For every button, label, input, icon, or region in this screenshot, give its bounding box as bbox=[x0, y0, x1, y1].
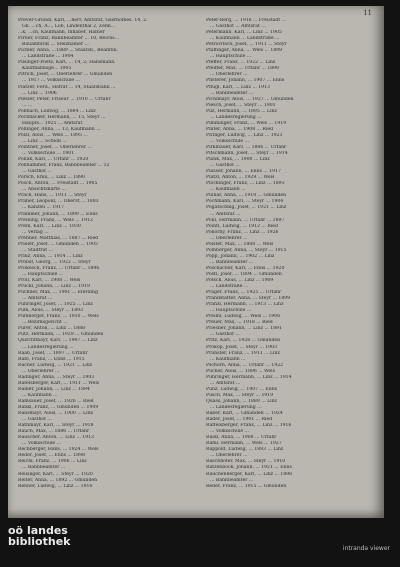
entry-line: Piesch, Josef, ... Steyr ... 1901 bbox=[206, 102, 276, 108]
entry-line: Raml, Hermann, ... Wels ... 1927 bbox=[206, 441, 282, 447]
entry-line: Pointl, Ludwig, ... 1912 ... Ried bbox=[206, 223, 278, 229]
book-page bbox=[8, 6, 384, 518]
entry-line: Ransmayr, Alois, ... 1900 ... Linz bbox=[18, 411, 93, 417]
entry-line: ... Stadtrat ... bbox=[22, 247, 53, 253]
entry-line: ... Oberlehrer ... bbox=[210, 453, 248, 459]
entry-line: Probst, Georg, ... 1922 ... Steyr bbox=[18, 259, 91, 265]
entry-line: Gk. ...ch, A..., Lob, Lindenthal 2, Zehn... bbox=[22, 24, 116, 30]
entry-line: Poschacher, Karl, ... Enns ... 1920 bbox=[206, 265, 285, 271]
entry-line: Piringer, Ludwig, ... Linz ... 1923 bbox=[206, 132, 283, 138]
entry-line: Plasser, Johann, ... Enns ... 1917 bbox=[206, 169, 281, 175]
entry-line: Pilsinger-Poetz, Karl, ... 14, 2; Hansmann. bbox=[18, 60, 116, 66]
entry-line: Renner, Ludwig, ... Linz ... 1916 bbox=[18, 483, 93, 489]
entry-line: ... Hauptschule ... bbox=[210, 54, 252, 60]
entry-line: Pirklbauer, Karl, ... 1886 ... Urfahr bbox=[206, 144, 287, 150]
entry-line: Pflügl, Karl, ... Linz ... 1913 bbox=[206, 84, 270, 90]
entry-line: Prammer, Johann, ... 1899 ... Enns bbox=[18, 211, 98, 217]
entry-line: Priesner, Johann, ... Linz ... 1891 bbox=[206, 326, 282, 332]
entry-line: ... Hauptschule ... bbox=[210, 308, 252, 314]
entry-line: Raber, Karl, ... Gmunden ... 1924 bbox=[206, 411, 283, 417]
entry-line: Prem, Karl, ... Linz ... 1930 bbox=[18, 223, 81, 229]
entry-line: Pfeiffer, Max, ... Urfahr ... 1890 bbox=[206, 66, 280, 72]
entry-line: Pröll, Karl, ... 1908 ... Wels bbox=[18, 278, 81, 284]
entry-line: Bauamtsrat ... Stelzhamer ... bbox=[22, 42, 89, 48]
entry-line: Pomberger, Anna, ... Steyr ... 1915 bbox=[206, 247, 287, 253]
entry-line: Pumberger, Franz, ... 1910 ... Wels bbox=[18, 314, 99, 320]
entry-line: Raidl, Anna, ... 1908 ... Urfahr bbox=[206, 435, 277, 441]
entry-line: Racher, Ludwig, ... 1921 ... Linz bbox=[18, 362, 93, 368]
entry-line: Petermann, Karl, ... Linz ... 1905 bbox=[206, 30, 282, 36]
entry-line: ... Bahnbeamter ... bbox=[210, 90, 254, 96]
entry-line: ... Volksschule ... bbox=[210, 429, 249, 435]
entry-line: Reder, Josef, ... Enns ... 1898 bbox=[18, 453, 86, 459]
entry-line: Pühringer, Hermann, ... Linz ... 1914 bbox=[206, 374, 292, 380]
entry-line: Quirchtmayr, Karl, ... 1907 ... Linz bbox=[18, 338, 98, 344]
entry-line: ... Gasthof ... Amtsrat ... bbox=[210, 24, 266, 30]
viewer-label[interactable]: intranda viewer bbox=[342, 545, 390, 552]
entry-line: Raffelsberger, Franz, ... Linz ... 1916 bbox=[206, 423, 292, 429]
entry-line: Prager, Franz, ... 1925 ... Urfahr bbox=[206, 290, 282, 296]
entry-line: Rankl, Franz, ... Gmunden ... 1909 bbox=[18, 405, 99, 410]
entry-line: Raab, Josef, ... 1897 ... Urfahr bbox=[18, 350, 88, 356]
entry-line: ... Gasthof ... bbox=[22, 417, 52, 423]
entry-line: Rechberger, Hans, ... 1924 ... Wels bbox=[18, 447, 99, 453]
entry-line: Pletzer, Peter, Friseur ... 1910 ... Urfahr bbox=[18, 96, 111, 102]
entry-line: Ramsauer, Josef, ... 1926 ... Ried bbox=[18, 398, 94, 404]
entry-line: ... Oberlehrer ... bbox=[22, 368, 60, 374]
entry-line: ... ... bbox=[22, 102, 33, 108]
entry-line: Plöckinger, Franz, ... Linz ... 1893 bbox=[206, 181, 285, 187]
entry-line: Kaufmannsge... 1905 bbox=[22, 66, 72, 72]
entry-line: ... Landesregierung ... bbox=[22, 344, 74, 350]
entry-line: ... Gasthof ... bbox=[22, 169, 52, 175]
entry-line: Pohl, Hermann, ... Urfahr ... 1897 bbox=[206, 217, 285, 223]
entry-line: Prinz, Anna, ... 1914 ... Linz bbox=[18, 253, 83, 259]
entry-line: ... Gasthof ... bbox=[210, 163, 240, 169]
entry-line: Pfisterer, Johann, ... 1907 ... Enns bbox=[206, 78, 285, 84]
entry-line: Prokop, Josef, ... Steyr ... 1903 bbox=[206, 344, 277, 350]
entry-line: Pschorn, Anna, ... Urfahr ... 1922 bbox=[206, 362, 284, 368]
entry-line: Pilz, Hermann, ... 1895 ... Linz bbox=[206, 108, 277, 114]
entry-line: ... Ansichtskarte ... bbox=[22, 187, 66, 193]
entry-line: Rafelsberger, Karl, ... 1911 ... Wels bbox=[18, 380, 100, 386]
entry-line: Pichlmayr, Alois, ... 1927 ... Gmunden bbox=[206, 96, 294, 102]
entry-line: Ratzenböck, Johann, ... 1921 ... Enns bbox=[206, 465, 292, 471]
entry-line: ... Kaufmann ... bbox=[210, 356, 246, 362]
entry-line: Plank, Max, ... 1900 ... Linz bbox=[206, 157, 270, 163]
entry-line: Prokesch, Franz, ... Urfahr ... 1896 bbox=[18, 265, 100, 271]
entry-line: Pühringer, Josef, ... 1925 ... Linz bbox=[18, 302, 93, 308]
entry-line: ... Volksschule ... bbox=[22, 441, 61, 447]
entry-line: ... Volksschule ... 1901 bbox=[22, 151, 75, 157]
entry-line: ... Bahnbeamter ... bbox=[22, 465, 66, 471]
entry-line: Rader, Josef, ... 1901 ... Ried bbox=[206, 417, 273, 423]
entry-line: ... Oberlehrer ... bbox=[210, 72, 248, 78]
entry-line: Purer, Anton, ... Linz ... 1888 bbox=[18, 326, 86, 332]
entry-line: Pfaffinger, Anna, ... Wels ... 1899 bbox=[206, 48, 283, 54]
entry-line: ... Amtsrat ... bbox=[210, 380, 241, 386]
entry-line: ... Linz ... 1906 bbox=[22, 90, 57, 96]
entry-line: Postl, Josef, ... 1894 ... Gmunden bbox=[206, 271, 282, 277]
entry-line: Rathmayr, Karl, ... Steyr ... 1918 bbox=[18, 423, 94, 429]
entry-line: Rauch, Max, ... 1886 ... Urfahr bbox=[18, 429, 90, 435]
entry-line: Punz, Ludwig, ... 1907 ... Enns bbox=[206, 386, 278, 392]
entry-line: ... Verlag ... bbox=[22, 229, 49, 235]
entry-line: Reichl, Franz, ... 1906 ... Linz bbox=[18, 459, 87, 465]
right-column bbox=[206, 18, 384, 490]
entry-line: Pucher, Alois, ... 1896 ... Wels bbox=[206, 368, 275, 374]
entry-line: Preuer, Max, ... 1918 ... Ried bbox=[206, 320, 273, 326]
entry-line: Pöllinger, Anna, ... 13, Kaufmann ... bbox=[18, 126, 101, 132]
entry-line: Pollhammer, Franz, Bahnbeamter ... 12 bbox=[18, 163, 110, 169]
entry-line: ... Kaufmann ... bbox=[210, 187, 246, 193]
entry-line: Pobbach, Ludwig, ... 1884 ... Linz bbox=[18, 108, 96, 114]
entry-line: Preining, Franz, ... Wels ... 1912 bbox=[18, 217, 93, 223]
entry-line: ... Kaufmann ... Landstraße ... bbox=[210, 36, 280, 42]
entry-line: Radinger, Anna, ... Steyr ... 1903 bbox=[18, 374, 95, 380]
entry-line: Puchner, Max, ... 1901 ... Eferding bbox=[18, 290, 98, 296]
entry-line: Rabl, Franz, ... Enns ... 1915 bbox=[18, 356, 85, 362]
entry-line: ... Linz ... Schloß ... bbox=[22, 138, 67, 144]
entry-line: Pöchhacker, Hermann, ... 15, Steyr ... bbox=[18, 114, 106, 120]
entry-line: ... Volksschule ... bbox=[210, 138, 249, 144]
entry-line: Pirner, Franz, Bahnbeamter ... 10, Reichs... bbox=[18, 36, 119, 42]
entry-line: Quass, Johann, ... 1889 ... Linz bbox=[206, 398, 277, 404]
entry-line: ... Hauptschule ... bbox=[22, 271, 64, 277]
entry-line: Peter-Berg, ... 1916 ... Freistadt ... bbox=[206, 18, 287, 23]
entry-line: Polster, Max, ... 1888 ... Wels bbox=[206, 241, 274, 247]
entry-line: Rappold, Ludwig, ... 1893 ... Linz bbox=[206, 447, 284, 453]
entry-line: Prieler, Josef, ... Gmunden ... 1905 bbox=[18, 241, 98, 247]
entry-line: Prünster, Franz, ... 1911 ... Linz bbox=[206, 350, 280, 356]
entry-line: ... Gasthof ... bbox=[210, 332, 240, 338]
entry-line: Pitschmann, Josef, ... Steyr ... 1914 bbox=[206, 151, 288, 157]
entry-line: Pinter, Anna, ... 1908 ... Ried bbox=[206, 126, 274, 132]
entry-line: Rauchenberger, Karl, ... Linz ... 1898 bbox=[206, 471, 293, 477]
entry-line: Putz, Hermann, ... 1929 ... Gmunden bbox=[18, 332, 104, 338]
entry-line: Pfeffer, Franz, ... 1922 ... Linz bbox=[206, 60, 276, 66]
entry-line: Petrovitsch, Josef, ... 1911 ... Steyr bbox=[206, 42, 287, 48]
entry-line: Pitrich, Josef, ... Oberlehrer ... Gmunden bbox=[18, 72, 113, 78]
entry-line: Pluhar, Anna, ... 1910 ... Gmunden bbox=[206, 193, 287, 199]
entry-line: Popp, Johann, ... 1902 ... Linz bbox=[206, 253, 275, 259]
entry-line: Pimminger, Franz, ... Wels ... 1919 bbox=[206, 120, 287, 126]
entry-line: ... Kaufmann ... bbox=[22, 392, 58, 398]
entry-line: Pritz, Karl, ... 1928 ... Gmunden bbox=[206, 338, 281, 344]
entry-line: Prever-Gründl, Karl, ...herr, Amtsrat, Gasthofbes. 14, 2. bbox=[18, 18, 148, 23]
entry-line: ... Landstraße ... bbox=[210, 284, 249, 290]
entry-line: ...k, ...ch, Kaufmann, Inhaber, Hafner bbox=[18, 30, 105, 36]
entry-line: Pöchmann, Karl, ... Steyr ... 1904 bbox=[206, 199, 284, 205]
logo-line-1: oö landes bbox=[8, 524, 68, 537]
entry-line: Pölzl, Alois, ... Wels ... 1895 ... bbox=[18, 132, 88, 138]
entry-line: Posch, Anton, ... Freistadt ... 1905 bbox=[18, 181, 98, 187]
entry-line: ... Bahnbeamter ... bbox=[210, 477, 254, 483]
entry-line: Reder, Franz, ... 1915 ... Gmunden bbox=[206, 483, 287, 489]
entry-line: ... Oberlehrer ... bbox=[210, 235, 248, 241]
entry-line: ... Bahnbeamter ... bbox=[210, 259, 254, 265]
entry-line: Pokorny, Franz, ... Linz ... 1926 bbox=[206, 229, 279, 235]
entry-line: Pum, Alois, ... Steyr ... 1893 bbox=[18, 308, 83, 314]
entry-line: Rauscher, Anton, ... Linz ... 1913 bbox=[18, 435, 94, 441]
entry-line: ... Landstraße ... 1904 bbox=[22, 54, 74, 60]
entry-line: Pogatschnig, Josef, ... 1921 ... Linz bbox=[206, 205, 287, 211]
entry-line: Platzer, Ferd., Hofrat ... 14, Staatsbahn ... bbox=[18, 84, 116, 90]
entry-line: Pusch, Max, ... Steyr ... 1919 bbox=[206, 392, 274, 398]
entry-line: Pichler, Anna, ...1889 ... Staatsb., Beamtin. bbox=[18, 48, 119, 54]
entry-line: Prandstätter, Anna, ... Steyr ... 1899 bbox=[206, 296, 291, 302]
entry-line: Rainer, Johann, ... Linz ... 1894 bbox=[18, 386, 90, 392]
entry-line: Reiter, Anna, ... 1892 ... Gmunden bbox=[18, 477, 98, 483]
entry-line: ... Kanzlei ... 1917 bbox=[22, 205, 65, 211]
entry-line: Haupts... 1925 ... Amtsrat bbox=[22, 120, 83, 126]
entry-line: ... 1917 ... Volksschule ... bbox=[22, 78, 80, 84]
entry-line: Preiml, Ludwig, ... Wels ... 1906 bbox=[206, 314, 281, 320]
entry-line: Pötsch, Alois, ... Linz ... 1909 bbox=[206, 278, 274, 284]
entry-line: Prack, Hans, ... 1911 ... Steyr bbox=[18, 193, 87, 199]
entry-line: Reisinger, Karl, ... Steyr ... 1920 bbox=[18, 471, 93, 477]
entry-line: Prenner, Matthias, ... 1887 ... Ried bbox=[18, 235, 99, 241]
logo-line-2: bibliothek bbox=[8, 535, 71, 548]
entry-line: ... Landesregierung ... bbox=[210, 114, 262, 120]
entry-line: ... Bezirksgericht ... bbox=[22, 320, 68, 326]
entry-line: Pointner, Josef, ... Oberlehrer ... bbox=[18, 144, 92, 150]
entry-line: ... Landesregierung ... bbox=[210, 405, 262, 410]
entry-line: Pranzl, Hermann, ... 1913 ... Linz bbox=[206, 302, 284, 308]
entry-line: Prückl, Johann, ... Linz ... 1919 bbox=[18, 284, 90, 290]
page-number: 11 bbox=[363, 9, 372, 17]
entry-line: ... Amtsrat ... bbox=[210, 211, 241, 217]
left-column bbox=[18, 18, 196, 490]
library-logo[interactable] bbox=[8, 525, 70, 547]
entry-line: ... Amtsrat ... bbox=[22, 296, 53, 302]
entry-line: Platzl, Anton, ... 1929 ... Wels bbox=[206, 175, 275, 181]
entry-line: Porsch, Emil, ... Linz ... 1890 bbox=[18, 175, 85, 181]
entry-line: Pollak, Karl, ... Urfahr ... 1920 bbox=[18, 157, 89, 163]
entry-line: Praher, Leopold, ... Oberst ... 1883 bbox=[18, 199, 99, 205]
entry-line: Raschhofer, Max, ... Steyr ... 1910 bbox=[206, 459, 286, 465]
